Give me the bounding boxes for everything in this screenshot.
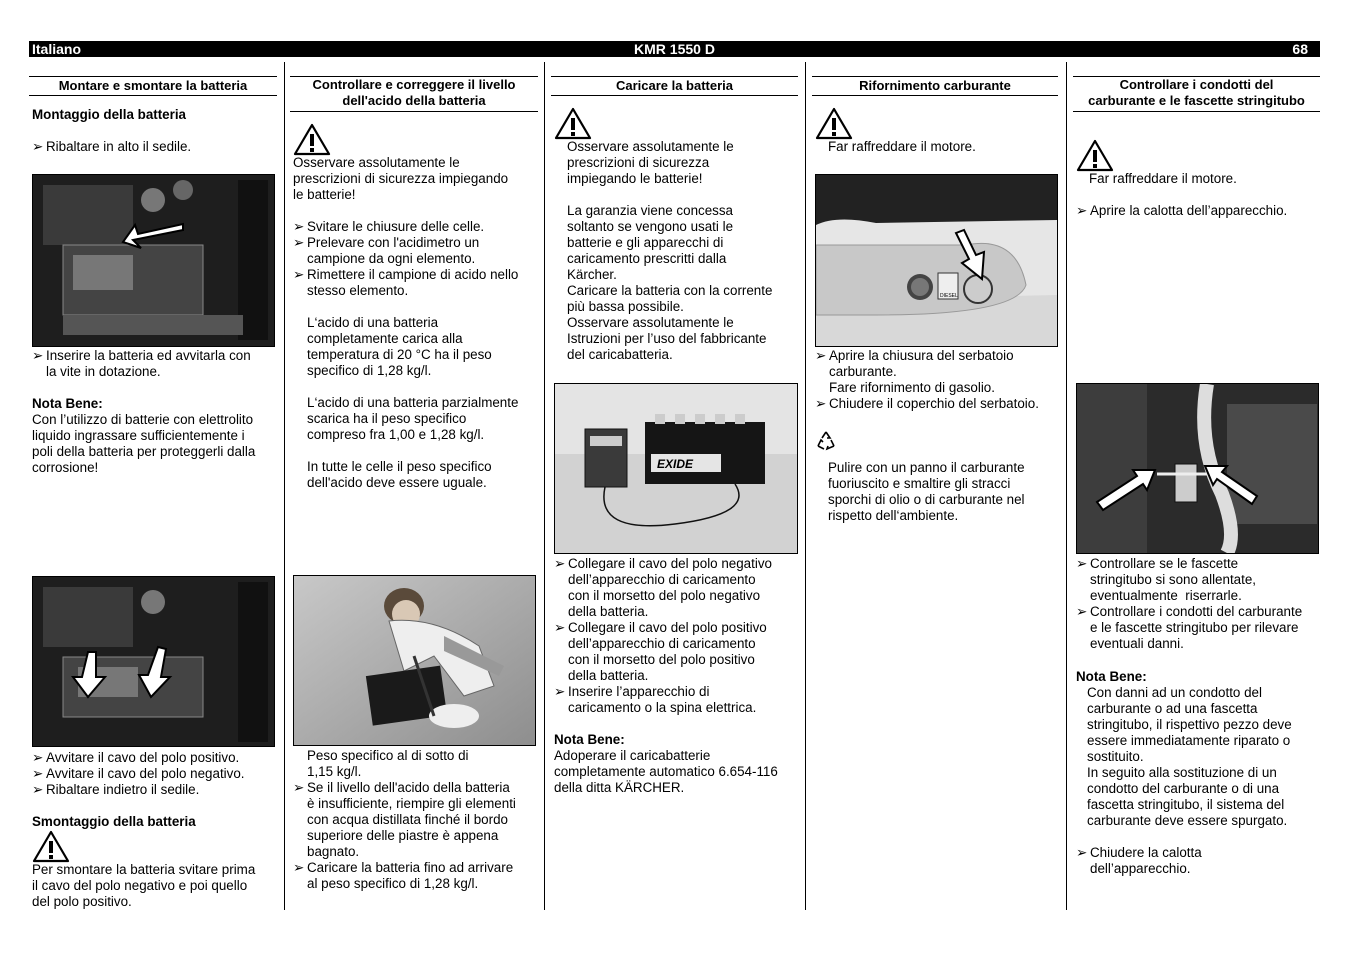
warning-icon (32, 830, 70, 863)
battery-terminals-photo (32, 576, 275, 747)
arrow-bullet-icon: ➢ (32, 782, 44, 797)
arrow-bullet-icon: ➢ (32, 139, 44, 154)
arrow-bullet-icon: ➢ (293, 235, 305, 250)
note-label: Nota Bene: (1076, 669, 1147, 684)
note-label: Nota Bene: (554, 732, 625, 747)
arrow-bullet-icon: ➢ (1076, 845, 1088, 860)
environment-text: Pulire con un panno il carburante fuoriuscito e smaltire gli stracci sporchi di olio o di carburante nel rispetto dell‘ambiente. (828, 460, 1025, 523)
battery-compartment-photo (32, 174, 275, 347)
arrow-bullet-icon: ➢ (1076, 556, 1088, 571)
section-title: Controllare i condotti del carburante e le fascette stringitubo (1073, 76, 1320, 112)
note-text: Adoperare il caricabatterie completamente automatico 6.654-116 della ditta KÄRCHER. (554, 748, 778, 795)
header-model: KMR 1550 D (634, 41, 715, 57)
arrow-bullet-icon: ➢ (554, 684, 566, 699)
column-divider (1066, 62, 1067, 910)
recycling-icon (815, 430, 837, 452)
arrow-bullet-icon: ➢ (815, 396, 827, 411)
note-text: Con l’utilizzo di batterie con elettrolito liquido ingrassare sufficientemente i poli della batteria per proteggerli dalla corrosione! (32, 412, 256, 475)
warning-text: Osservare assolutamente le prescrizioni di sicurezza impiegando le batterie! La garanzia viene concessa soltanto se vengono usati le batterie e gli apparecchi di caricamento prescritti dalla Kärcher. Caricare la batteria con la corrente più bassa possibile. Osservare assolutamente le Istruzioni per l’uso del fabbricante del caricabatteria. (567, 139, 773, 362)
column-divider (284, 62, 285, 910)
diesel-label: DIESEL (940, 293, 958, 299)
warning-icon (815, 107, 853, 140)
subsection-title: Smontaggio della batteria (32, 814, 196, 829)
page-number: 68 (1292, 41, 1308, 57)
arrow-bullet-icon: ➢ (293, 267, 305, 282)
column-divider (805, 62, 806, 910)
arrow-bullet-icon: ➢ (554, 556, 566, 571)
arrow-bullet-icon: ➢ (293, 860, 305, 875)
section-title: Montare e smontare la batteria (29, 76, 277, 96)
section-title: Caricare la batteria (551, 76, 798, 96)
arrow-bullet-icon: ➢ (554, 620, 566, 635)
arrow-bullet-icon: ➢ (32, 750, 44, 765)
column-divider (544, 62, 545, 910)
arrow-bullet-icon: ➢ (815, 348, 827, 363)
warning-icon (293, 123, 331, 156)
paragraph: L‘acido di una batteria parzialmente scarica ha il peso specifico compreso fra 1,00 e 1,28 kg/l. (307, 395, 519, 442)
battery-charger-photo (554, 383, 798, 554)
arrow-bullet-icon: ➢ (32, 348, 44, 363)
fuel-cap-photo (815, 174, 1058, 347)
arrow-bullet-icon: ➢ (293, 780, 305, 795)
paragraph: Peso specifico al di sotto di 1,15 kg/l. (307, 748, 469, 779)
warning-icon (1076, 139, 1114, 172)
arrow-bullet-icon: ➢ (32, 766, 44, 781)
arrow-bullet-icon: ➢ (1076, 604, 1088, 619)
note-label: Nota Bene: (32, 396, 103, 411)
warning-text: Far raffreddare il motore. (1089, 171, 1237, 186)
acid-check-photo (293, 575, 536, 746)
warning-icon (554, 107, 592, 140)
arrow-bullet-icon: ➢ (1076, 203, 1088, 218)
page-header (29, 41, 1320, 57)
warning-text: Osservare assolutamente le prescrizioni di sicurezza impiegando le batterie! (293, 155, 509, 202)
exide-brand-label: EXIDE (657, 457, 694, 471)
warning-text: Per smontare la batteria svitare prima il cavo del polo negativo e poi quello del polo positivo. (32, 862, 256, 909)
paragraph: In tutte le celle il peso specifico dell'acido deve essere uguale. (307, 459, 492, 490)
arrow-bullet-icon: ➢ (293, 219, 305, 234)
warning-text: Far raffreddare il motore. (828, 139, 976, 154)
section-title: Rifornimento carburante (812, 76, 1058, 96)
note-text: Con danni ad un condotto del carburante o ad una fascetta stringitubo, il rispettivo pezzo deve essere immediatamente riparato o sostituito. In seguito alla sostituzione di un condotto del carburante o di una fascetta stringitubo, il sistema del carburante deve essere spurgato. (1087, 685, 1292, 828)
paragraph: L‘acido di una batteria completamente carica alla temperatura di 20 °C ha il peso specifico di 1,28 kg/l. (307, 315, 492, 378)
section-title: Controllare e correggere il livello dell'acido della batteria (290, 76, 538, 112)
subsection-title: Montaggio della batteria (32, 107, 187, 122)
fuel-lines-photo (1076, 383, 1319, 554)
header-language: Italiano (32, 41, 82, 57)
